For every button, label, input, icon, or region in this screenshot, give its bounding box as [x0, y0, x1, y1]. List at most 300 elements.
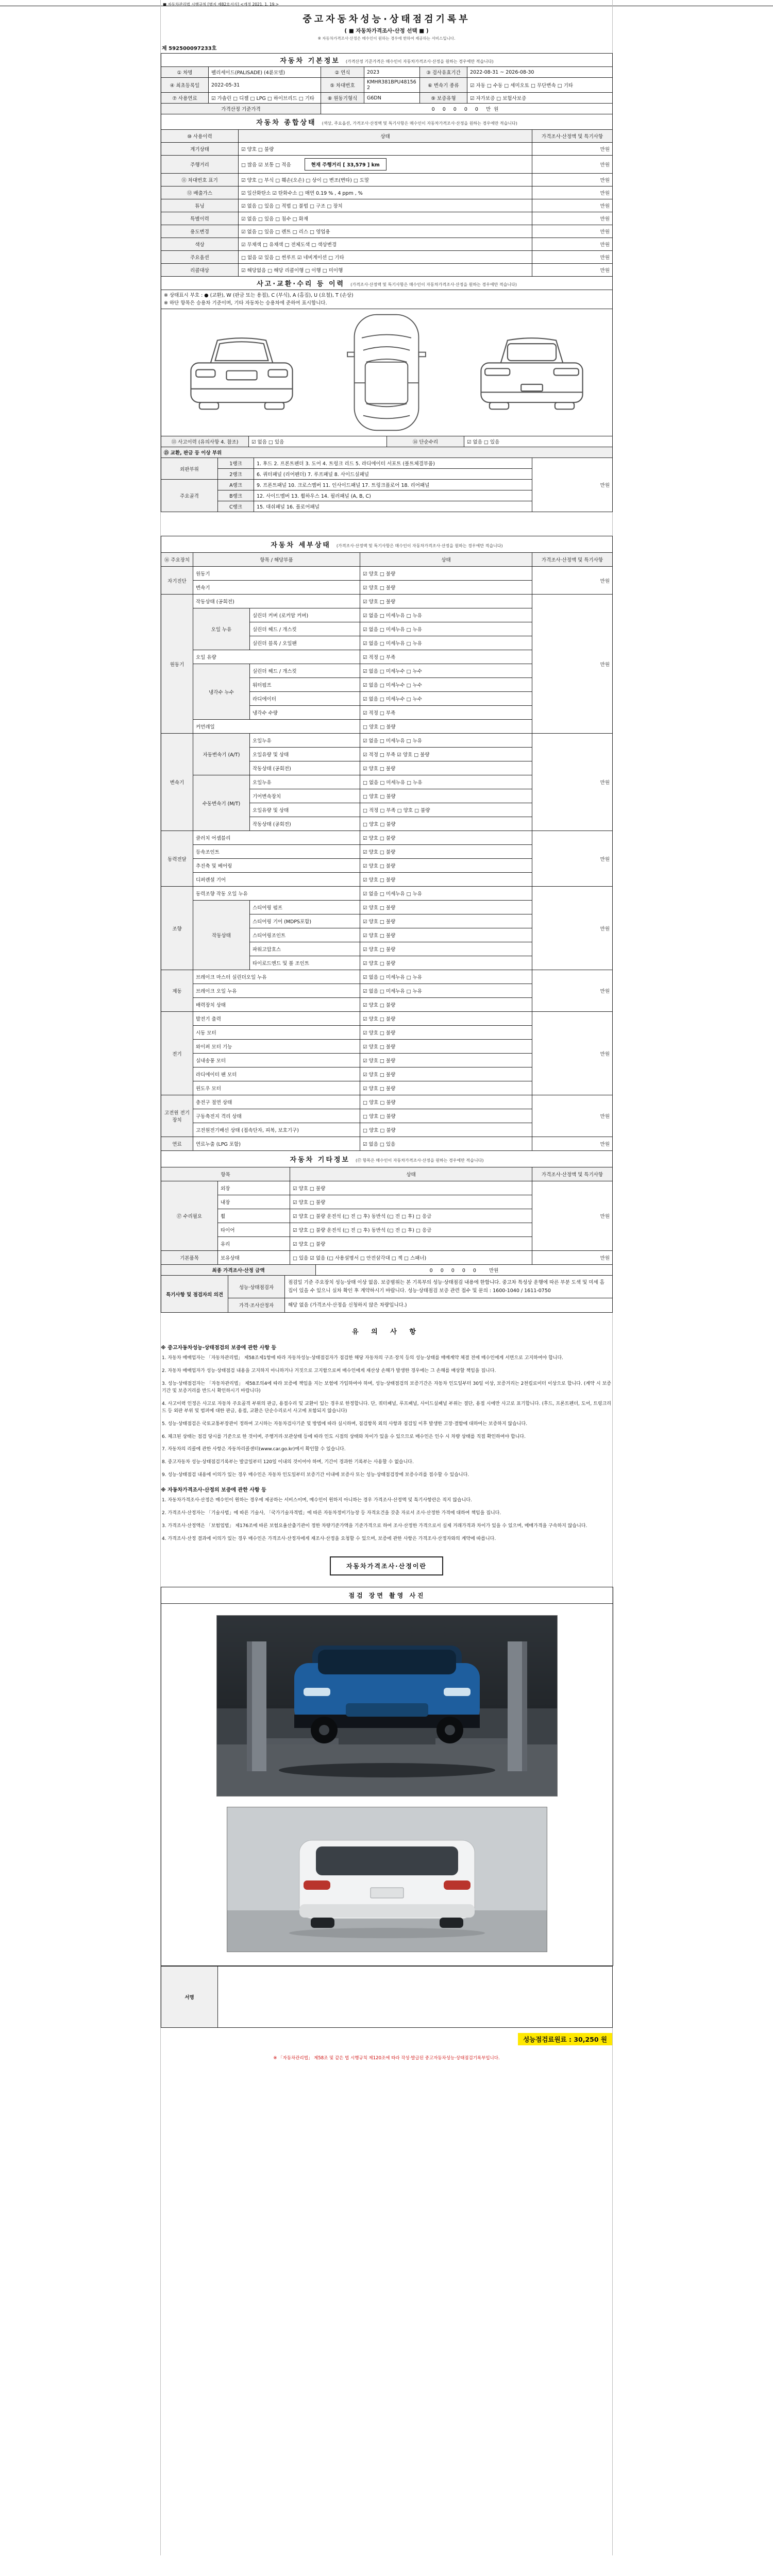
accident-legend-note: ※ 하단 항목은 승용차 기준이며, 기타 자동차는 승용차에 준하여 표시합니다.	[164, 300, 327, 307]
device-part-label: 스티어링 기어 (MDPS포함)	[250, 914, 360, 928]
device-part-label: 스티어링 펌프	[250, 901, 360, 914]
notice-item: 6. 체크된 상태는 점검 당시를 기준으로 한 것이며, 주행거리·보관상태 등에 따라 인도 시점의 상태와 차이가 있을 수 있으므로 매수인은 인수 시 차량 상태를 직접 확인하여야 합니다.	[162, 1434, 526, 1439]
document-subtitle: ( ■ 자동차가격조사·산정 선택 ■ )	[344, 28, 429, 34]
device-part-label: 작동상태 (공회전)	[193, 595, 360, 608]
device-group-label: 동력전달	[161, 831, 193, 887]
item-status: ☑ 적정 □ 부족	[360, 706, 532, 720]
final-price-row	[161, 1265, 613, 1276]
final-price-value	[316, 1265, 613, 1276]
detail-section-header	[161, 536, 613, 553]
item-status: ☑ 없음 □ 미세누유 □ 누유	[360, 984, 532, 998]
overall-price: 만원	[532, 199, 613, 212]
device-part-label: 고전원전기배선 상태 (접속단자, 피복, 보호기구)	[193, 1123, 360, 1137]
item-status: ☑ 양호 □ 불량	[290, 1195, 532, 1209]
basic-body	[161, 67, 613, 114]
item-status: ☑ 없음 □ 미세누유 □ 누유	[360, 887, 532, 901]
device-group-label: 고전원 전기장치	[161, 1095, 193, 1137]
group-price: 만원	[532, 1095, 613, 1137]
etc-section-title: 자동차 기타정보	[290, 1156, 350, 1164]
item-status: ☑ 양호 □ 불량	[360, 1067, 532, 1081]
item-status: □ 양호 □ 불량	[360, 789, 532, 803]
overall-price: 만원	[532, 156, 613, 174]
remarks-assessor-text: 해당 없음 (가격조사·산정을 신청하지 않은 차량입니다.)	[285, 1298, 613, 1312]
group-price: 만원	[532, 1251, 613, 1265]
basic-row	[161, 78, 613, 93]
device-part-label: 오일누유	[250, 734, 360, 748]
overall-row	[161, 251, 613, 264]
inspection-photo-rear	[227, 1807, 547, 1952]
overall-row	[161, 264, 613, 277]
device-group-label: 제동	[161, 970, 193, 1012]
detail-column-header-row	[161, 553, 613, 567]
item-status: ☑ 없음 □ 미세누유 □ 누유	[360, 636, 532, 650]
etc-section-note: (⑰ 항목은 매수인이 자동차가격조사·산정을 원하는 경우에만 적습니다)	[356, 1158, 484, 1163]
item-status: ☑ 없음 □ 미세누수 □ 누수	[360, 692, 532, 706]
device-part-label: 디퍼렌셜 기어	[193, 873, 360, 887]
document-header	[161, 12, 612, 41]
device-part-label: 클러치 어셈블리	[193, 831, 360, 845]
basic-field-label: ⑤ 차대번호	[321, 78, 364, 93]
device-part-label: 스티어링조인트	[250, 928, 360, 942]
device-part-label: 워터펌프	[250, 678, 360, 692]
notice-item: 1. 자동차가격조사·산정은 매수인이 원하는 경우에 제공하는 서비스이며, 매수인이 원하지 아니하는 경우 가격조사·산정액 및 특기사항란은 적지 않습니다.	[162, 1498, 472, 1503]
item-status: □ 양호 □ 불량	[360, 1109, 532, 1123]
notice-item: 1. 자동차 매매업자는 「자동차관리법」 제58조제1항에 따라 자동차성능·상태점검자가 점검한 해당 자동차의 구조·장치 등의 성능·상태를 매매계약 체결 전에 매수인에게 서면으로 고지하여야 합니다.	[162, 1355, 564, 1361]
accident-section-title: 사고·교환·수리 등 이력	[257, 280, 345, 288]
item-status: ☑ 없음 □ 있음	[360, 1137, 532, 1151]
overall-status-text: ☑ 일산화탄소 ☑ 탄화수소 □ 매연 0.19 % , 4 ppm , %	[241, 191, 363, 196]
device-part-label: 타이로드엔드 및 볼 조인트	[250, 956, 360, 970]
detail-head	[161, 536, 613, 567]
etc-body	[161, 1181, 613, 1265]
basic-field-value: 펠리세이드(PALISADE) (4륜모델)	[209, 67, 321, 78]
device-part-label: 등속조인트	[193, 845, 360, 859]
exchange-section-label: ⑮ 교환, 판금 등 이상 부위	[161, 447, 613, 458]
detail-row	[161, 1137, 613, 1151]
rank-items: 1. 후드 2. 프론트펜더 3. 도어 4. 트렁크 리드 5. 라디에이터 서포트 (볼트체결부품)	[254, 458, 532, 469]
etc-colhead-price: 가격조사·산정액 및 특기사항	[532, 1167, 613, 1181]
device-part-label: 변속기	[193, 581, 360, 595]
basic-section-title: 자동차 기본정보	[280, 57, 340, 65]
item-status: □ 없음 □ 미세누유 □ 누유	[360, 775, 532, 789]
overall-price: 만원	[532, 225, 613, 238]
device-part-label: 오일유량 및 상태	[250, 748, 360, 761]
item-part-label: 유리	[218, 1237, 290, 1251]
device-part-label: 브레이크 오일 누유	[193, 984, 360, 998]
device-part-label: 윈도우 모터	[193, 1081, 360, 1095]
overall-price: 만원	[532, 251, 613, 264]
overall-section-note: (색상, 주요옵션, 가격조사·산정액 및 특기사항은 매수인이 자동차가격조사·산정을 원하는 경우에만 적습니다)	[322, 121, 517, 126]
signature-blank-area	[218, 1967, 613, 2028]
notice-item: 9. 성능·상태점검 내용에 이의가 있는 경우 매수인은 자동차 인도일부터 보증기간 이내에 보증사 또는 성능·상태점검장에 보증수리를 접수할 수 있습니다.	[162, 1472, 469, 1478]
overall-section-title: 자동차 종합상태	[256, 119, 316, 127]
final-price-label: 최종 가격조사·산정 금액	[161, 1265, 316, 1276]
notice-item: 3. 성능·상태점검자는 「자동차관리법」 제58조의4에 따라 보증에 책임을 지는 보험에 가입하여야 하며, 성능·상태점검의 보증기간은 자동차 인도일부터 30일 이상, 보증거리는 2천킬로미터 이상으로 합니다. (계약 시 보증기간 및 보증거리를 반드시 확인하시기 바랍니다)	[162, 1381, 611, 1394]
exchange-rank-table	[161, 447, 613, 512]
group-price: 만원	[532, 567, 613, 595]
device-part-label: 실내송풍 모터	[193, 1054, 360, 1067]
item-status: ☑ 양호 □ 불량	[360, 1026, 532, 1040]
notice-item: 4. 사고이력 인정은 사고로 자동차 주요골격 부위의 판금, 용접수리 및 교환이 있는 경우로 한정합니다. 단, 쿼터패널, 루프패널, 사이드실패널 부위는 절단, 용접 시에만 사고로 표기합니다. (후드, 프론트펜더, 도어, 트렁크리드 등 외판 부위 및 범퍼에 대한 판금, 용접, 교환은 단순수리로서 사고에 포함되지 않습니다)	[162, 1401, 611, 1414]
notice-item: 5. 성능·상태점검은 국토교통부장관이 정하여 고시하는 자동차검사기준 및 방법에 따라 실시하며, 점검항목 외의 사항과 점검일 이후 발생한 고장·결함에 대하여는 보증하지 않습니다.	[162, 1421, 528, 1427]
group-price: 만원	[532, 1012, 613, 1095]
accident-flags-table	[161, 436, 613, 447]
item-status: ☑ 양호 □ 불량	[360, 901, 532, 914]
basic-field-label: ④ 최초등록일	[161, 78, 209, 93]
rank-items: 12. 사이드멤버 13. 휠하우스 14. 필러패널 (A, B, C)	[254, 490, 532, 501]
notice-subheader-2: ※ 자동차가격조사·산정의 보증에 관한 사항 등	[161, 1487, 266, 1494]
device-part-label: 라디에이터	[250, 692, 360, 706]
overall-section-title-cell	[161, 114, 613, 130]
accident-section-note: (가격조사·산정액 및 특기사항은 매수인이 자동차가격조사·산정을 원하는 경우에만 적습니다)	[350, 282, 517, 287]
item-status: ☑ 없음 □ 미세누유 □ 누유	[360, 622, 532, 636]
overall-status-text: □ 없음 ☑ 있음 □ 썬루프 ☑ 네비게이션 □ 기타	[241, 255, 344, 261]
detail-colhead-status: 상태	[360, 553, 532, 567]
item-status: ☑ 양호 □ 불량	[360, 1012, 532, 1026]
device-part-label: 구동축전지 격리 상태	[193, 1109, 360, 1123]
basic-field-value: KMHR381BPU481562	[364, 78, 420, 93]
simple-repair-label: ⑭ 단순수리	[387, 436, 464, 447]
overall-item-label: 주요옵션	[161, 251, 239, 264]
device-part-label: 기어변속장치	[250, 789, 360, 803]
remarks-assessor-label: 가격·조사산정자	[228, 1298, 285, 1312]
rank-grade-label: 2랭크	[218, 469, 254, 480]
overall-status-text: ☑ 없음 □ 있음 □ 적법 □ 불법 □ 구조 □ 장치	[241, 204, 343, 209]
accident-diagram-cell	[161, 309, 613, 436]
overall-status-text: ☑ 없음 □ 있음 □ 침수 □ 화재	[241, 216, 308, 222]
device-group-label: 연료	[161, 1137, 193, 1151]
basic-section-note: (가격산정 기준가격은 매수인이 자동차가격조사·산정을 원하는 경우에만 적습니다)	[345, 59, 494, 64]
detail-row	[161, 734, 613, 748]
item-status: □ 양호 □ 불량	[360, 1095, 532, 1109]
overall-body	[161, 143, 613, 277]
overall-price: 만원	[532, 187, 613, 199]
detail-section-note: (가격조사·산정액 및 특기사항은 매수인이 자동차가격조사·산정을 원하는 경우에만 적습니다)	[336, 544, 503, 549]
device-group-label: ⑰ 수리필요	[161, 1181, 218, 1251]
rank-grade-label: C랭크	[218, 501, 254, 512]
notice-title: 유 의 사 항	[352, 1328, 421, 1336]
accident-legend-symbols: ※ 상태표시 부호 : ● (교환), W (판금 또는 용접), C (부식), A (흠집), U (요철), T (손상)	[164, 293, 354, 298]
basic-field-value: 2022-05-31	[209, 78, 321, 93]
basic-field-value: 2022-08-31 ~ 2026-08-30	[467, 67, 613, 78]
accident-history-label: ⑬ 사고이력 (유의사항 4. 참조)	[161, 436, 249, 447]
accident-history-status: ☑ 없음 □ 있음	[249, 436, 387, 447]
device-part-label: 와이퍼 모터 기능	[193, 1040, 360, 1054]
detail-state-table	[161, 536, 613, 1151]
inspection-fee-highlight: 성능점검료원료 : 30,250 원	[518, 2033, 612, 2045]
overall-status-text: ☑ 없음 □ 있음 □ 렌트 □ 리스 □ 영업용	[241, 229, 330, 235]
simple-repair-status: ☑ 없음 □ 있음	[464, 436, 613, 447]
device-part-label: 오일 유량	[193, 650, 360, 664]
basic-field-label: ⑥ 변속기 종류	[420, 78, 467, 93]
overall-row	[161, 199, 613, 212]
group-price: 만원	[532, 595, 613, 734]
overall-status	[239, 225, 532, 238]
item-status: ☑ 양호 □ 불량	[360, 914, 532, 928]
detail-row	[161, 970, 613, 984]
device-group-label: 원동기	[161, 595, 193, 734]
detail-section-title: 자동차 세부상태	[271, 541, 331, 550]
final-price-unit: 만원	[489, 1268, 499, 1274]
group-price: 만원	[532, 734, 613, 831]
basic-row	[161, 93, 613, 104]
photo-stack	[161, 1604, 613, 1965]
car-top-view-diagram	[338, 311, 435, 434]
overall-status-text: □ 많음 ☑ 보통 □ 적음	[241, 162, 291, 168]
basic-field-label: ⑧ 원동기형식	[321, 93, 364, 104]
overall-row	[161, 156, 613, 174]
item-status: □ 양호 □ 불량	[360, 817, 532, 831]
overall-status-text: ☑ 양호 □ 불량	[241, 147, 274, 152]
item-part-label: 외장	[218, 1181, 290, 1195]
item-status: ☑ 양호 □ 불량	[360, 831, 532, 845]
form-reference: ■ 자동차관리법 시행규칙 [별지 제82호서식] <개정 2021. 1. 19.>	[163, 2, 279, 7]
item-status: □ 적정 □ 부족 □ 양호 □ 불량	[360, 803, 532, 817]
rank-row	[161, 458, 613, 469]
overall-colhead-price: 가격조사·산정액 및 특기사항	[532, 130, 613, 143]
detail-row	[161, 831, 613, 845]
basic-info-table	[161, 53, 613, 114]
rank-grade-label: A랭크	[218, 480, 254, 490]
document-number: 제 592500097233호	[162, 46, 217, 52]
basic-price-value: 0 0 0 0 0 만원	[321, 104, 613, 114]
etc-section-title-cell	[161, 1151, 613, 1167]
document-subtitle-note: ※ 자동차가격조사·산정은 매수인이 원하는 경우에 한하여 제공하는 서비스입니다.	[317, 36, 456, 41]
item-status: ☑ 양호 □ 불량	[360, 1081, 532, 1095]
device-part-label: 오일누유	[250, 775, 360, 789]
overall-status	[239, 264, 532, 277]
basic-field-label: ③ 검사유효기간	[420, 67, 467, 78]
notice-item: 8. 중고자동차 성능·상태점검기록부는 발급일부터 120일 이내의 것이어야 하며, 기간이 경과한 기록부는 사용할 수 없습니다.	[162, 1460, 414, 1465]
detail-section-title-cell	[161, 536, 613, 553]
footer-legal-note: ※ 「자동차관리법」 제58조 및 같은 법 시행규칙 제120조에 따라 작성·발급된 중고자동차성능·상태점검기록부입니다.	[273, 2056, 500, 2061]
page-break-gap	[161, 512, 612, 536]
rank-grade-label: B랭크	[218, 490, 254, 501]
basic-field-value: 2023	[364, 67, 420, 78]
basic-field-value: G6DN	[364, 93, 420, 104]
notice-item: 4. 가격조사·산정 결과에 이의가 있는 경우 매수인은 가격조사·산정자에게 재조사·산정을 요청할 수 있으며, 보증에 관한 사항은 가격조사·산정자와의 계약에 따릅니다.	[162, 1536, 496, 1542]
device-part-label: 실린더 블록 / 오일팬	[250, 636, 360, 650]
device-subgroup-label: 자동변속기 (A/T)	[193, 734, 250, 775]
overall-state-table	[161, 114, 613, 277]
remarks-row-assessor	[161, 1298, 613, 1312]
notice-list-2	[161, 1497, 612, 1543]
overall-colhead-status: 상태	[239, 130, 532, 143]
item-status: ☑ 없음 □ 미세누유 □ 누유	[360, 608, 532, 622]
basic-field-label: ② 연식	[321, 67, 364, 78]
overall-status	[239, 251, 532, 264]
basic-field-label: ⑨ 보증유형	[420, 93, 467, 104]
etc-colhead-item: 항목	[161, 1167, 290, 1181]
exchange-label-row	[161, 447, 613, 458]
overall-item-label: 리콜대상	[161, 264, 239, 277]
basic-price-label: 가격산정 기준가격	[161, 104, 321, 114]
notice-section	[161, 1326, 612, 1543]
accident-section-header	[161, 277, 613, 290]
etc-head	[161, 1151, 613, 1181]
etc-row	[161, 1251, 613, 1265]
basic-field-value: ☑ 자동 □ 수동 □ 세미오토 □ 무단변속 □ 기타	[467, 78, 613, 93]
notice-item: 2. 자동차 매매업자가 성능·상태점검 내용을 고지하지 아니하거나 거짓으로 고지함으로써 매수인에게 재산상 손해가 발생한 경우에는 그 손해를 배상할 책임을 집니다.	[162, 1368, 496, 1374]
rank-price: 만원	[532, 458, 613, 512]
device-part-label: 실린더 헤드 / 개스킷	[250, 622, 360, 636]
accident-diagram-row	[161, 309, 613, 436]
device-part-label: 오일유량 및 상태	[250, 803, 360, 817]
basic-price-row	[161, 104, 613, 114]
item-part-label: 내장	[218, 1195, 290, 1209]
overall-status	[239, 199, 532, 212]
rank-body	[161, 458, 613, 512]
overall-status	[239, 212, 532, 225]
basic-field-label: ⑦ 사용연료	[161, 93, 209, 104]
assess-box-wrap	[161, 1556, 612, 1575]
detail-row	[161, 595, 613, 608]
device-part-label: 브레이크 마스터 실린더오일 누유	[193, 970, 360, 984]
device-subgroup-label: 냉각수 누수	[193, 664, 250, 720]
accident-flags-row	[161, 436, 613, 447]
etc-section-header	[161, 1151, 613, 1167]
document-title: 중고자동차성능·상태점검기록부	[303, 14, 470, 25]
device-part-label: 원동기	[193, 567, 360, 581]
item-status: ☑ 양호 □ 불량	[360, 998, 532, 1012]
basic-section-header	[161, 54, 613, 67]
device-part-label: 커먼레일	[193, 720, 360, 734]
overall-item-label: 계기상태	[161, 143, 239, 156]
device-group-label: 조향	[161, 887, 193, 970]
overall-item-label: 용도변경	[161, 225, 239, 238]
device-part-label: 연료누출 (LPG 포함)	[193, 1137, 360, 1151]
device-subgroup-label: 수동변속기 (M/T)	[193, 775, 250, 831]
overall-item-label: 주행거리	[161, 156, 239, 174]
item-status: ☑ 양호 □ 불량	[360, 942, 532, 956]
overall-item-label: ⑫ 배출가스	[161, 187, 239, 199]
device-part-label: 냉각수 수량	[250, 706, 360, 720]
device-part-label: 추진축 및 베어링	[193, 859, 360, 873]
overall-price: 만원	[532, 143, 613, 156]
accident-legend-cell	[161, 290, 613, 309]
item-status: □ 있음 ☑ 없음 (□ 사용설명서 □ 안전삼각대 □ 잭 □ 스패너)	[290, 1251, 532, 1265]
item-status: ☑ 양호 □ 불량	[290, 1237, 532, 1251]
remarks-inspector-label: 성능·상태점검자	[228, 1276, 285, 1298]
detail-colhead-price: 가격조사·산정액 및 특기사항	[532, 553, 613, 567]
item-status: ☑ 적정 □ 부족	[360, 650, 532, 664]
item-status: ☑ 양호 □ 불량	[360, 873, 532, 887]
basic-field-value: ☑ 자가보증 □ 보험사보증	[467, 93, 613, 104]
device-part-label: 파워고압호스	[250, 942, 360, 956]
overall-row	[161, 187, 613, 199]
item-status: ☑ 없음 □ 미세누유 □ 누유	[360, 970, 532, 984]
group-price: 만원	[532, 970, 613, 1012]
overall-row	[161, 238, 613, 251]
basic-section-title-cell	[161, 54, 613, 67]
overall-status-text: ☑ 해당없음 □ 해당 리콜이행 □ 이행 □ 미이행	[241, 268, 343, 274]
basic-row	[161, 67, 613, 78]
item-status: ☑ 양호 □ 불량	[290, 1181, 532, 1195]
overall-head	[161, 114, 613, 143]
device-group-label: 자기진단	[161, 567, 193, 595]
fee-line	[161, 2033, 612, 2045]
accident-history-table	[161, 276, 613, 436]
rank-part-label: 주요골격	[161, 480, 218, 512]
device-part-label: 배력장치 상태	[193, 998, 360, 1012]
price-assessment-definition-box: 자동차가격조사·산정이란	[330, 1556, 443, 1575]
rank-items: 6. 쿼터패널 (리어펜더) 7. 루프패널 8. 사이드실패널	[254, 469, 532, 480]
car-diagrams	[164, 311, 610, 434]
group-price: 만원	[532, 831, 613, 887]
device-group-label: 전기	[161, 1012, 193, 1095]
overall-colhead-item: ⑩ 사용이력	[161, 130, 239, 143]
remarks-table	[161, 1275, 613, 1313]
overall-item-label: 색상	[161, 238, 239, 251]
rank-items: 9. 프론트패널 10. 크로스멤버 11. 인사이드패널 17. 트렁크플로어 18. 리어패널	[254, 480, 532, 490]
detail-colhead-device: ⑯ 주요장치	[161, 553, 193, 567]
detail-row	[161, 567, 613, 581]
accident-section-title-cell	[161, 277, 613, 290]
item-status: ☑ 없음 □ 미세누수 □ 누수	[360, 678, 532, 692]
overall-column-header-row	[161, 130, 613, 143]
detail-row	[161, 1012, 613, 1026]
overall-item-label: ⑪ 차대번호 표기	[161, 174, 239, 187]
notice-item: 7. 자동차의 리콜에 관한 사항은 자동차리콜센터(www.car.go.kr)에서 확인할 수 있습니다.	[162, 1447, 346, 1452]
overall-status	[239, 143, 532, 156]
group-price: 만원	[532, 1137, 613, 1151]
basic-head	[161, 54, 613, 67]
group-price: 만원	[532, 887, 613, 970]
item-status: ☑ 없음 □ 미세누수 □ 누수	[360, 664, 532, 678]
overall-row	[161, 143, 613, 156]
notice-item: 3. 가격조사·산정액은 「보험업법」 제176조에 따른 보험요율산출기관이 정한 차량기준가액을 기준가격으로 하여 조사·산정한 가격으로서 실제 거래가격과 차이가 있을 수 있으며, 매매가격을 구속하지 않습니다.	[162, 1523, 587, 1529]
accident-legend-row	[161, 290, 613, 309]
overall-status	[239, 238, 532, 251]
rank-items: 15. 대쉬패널 16. 플로어패널	[254, 501, 532, 512]
remarks-title: 특기사항 및 점검자의 의견	[161, 1276, 228, 1313]
device-part-label: 작동상태 (공회전)	[250, 817, 360, 831]
etc-colhead-status: 상태	[290, 1167, 532, 1181]
etc-column-header-row	[161, 1167, 613, 1181]
rank-part-label: 외판부위	[161, 458, 218, 480]
etc-row	[161, 1181, 613, 1195]
overall-price: 만원	[532, 264, 613, 277]
device-group-label: 기본품목	[161, 1251, 218, 1265]
notice-subheader-1: ※ 중고자동차성능·상태점검의 보증에 관한 사항 등	[161, 1345, 277, 1351]
remarks-row-inspector	[161, 1276, 613, 1298]
overall-row	[161, 174, 613, 187]
overall-status	[239, 156, 532, 174]
overall-item-label: 튜닝	[161, 199, 239, 212]
item-status: ☑ 양호 □ 불량	[360, 859, 532, 873]
overall-status-text: ☑ 무채색 □ 유채색 □ 전체도색 □ 색상변경	[241, 242, 337, 248]
final-price-table	[161, 1264, 613, 1276]
item-status: ☑ 양호 □ 불량	[360, 567, 532, 581]
final-price-digits: 0 0 0 0 0	[429, 1268, 479, 1274]
device-part-label: 충전구 절연 상태	[193, 1095, 360, 1109]
overall-item-label: 특별이력	[161, 212, 239, 225]
item-status: ☑ 양호 □ 불량	[360, 845, 532, 859]
item-status: ☑ 없음 □ 미세누유 □ 누유	[360, 734, 532, 748]
overall-section-header	[161, 114, 613, 130]
item-status: ☑ 양호 □ 불량	[360, 595, 532, 608]
car-rear-view-diagram	[473, 324, 591, 421]
item-status: ☑ 적정 □ 부족 ☑ 양호 □ 불량	[360, 748, 532, 761]
basic-field-label: ① 차명	[161, 67, 209, 78]
device-part-label: 라디에이터 팬 모터	[193, 1067, 360, 1081]
item-status: ☑ 양호 □ 불량	[360, 1054, 532, 1067]
device-subgroup-label: 오일 누유	[193, 608, 250, 650]
item-status: ☑ 양호 □ 불량	[360, 1040, 532, 1054]
device-part-label: 시동 모터	[193, 1026, 360, 1040]
overall-row	[161, 212, 613, 225]
photo-section-title: 점검 장면 촬영 사진	[161, 1587, 613, 1604]
